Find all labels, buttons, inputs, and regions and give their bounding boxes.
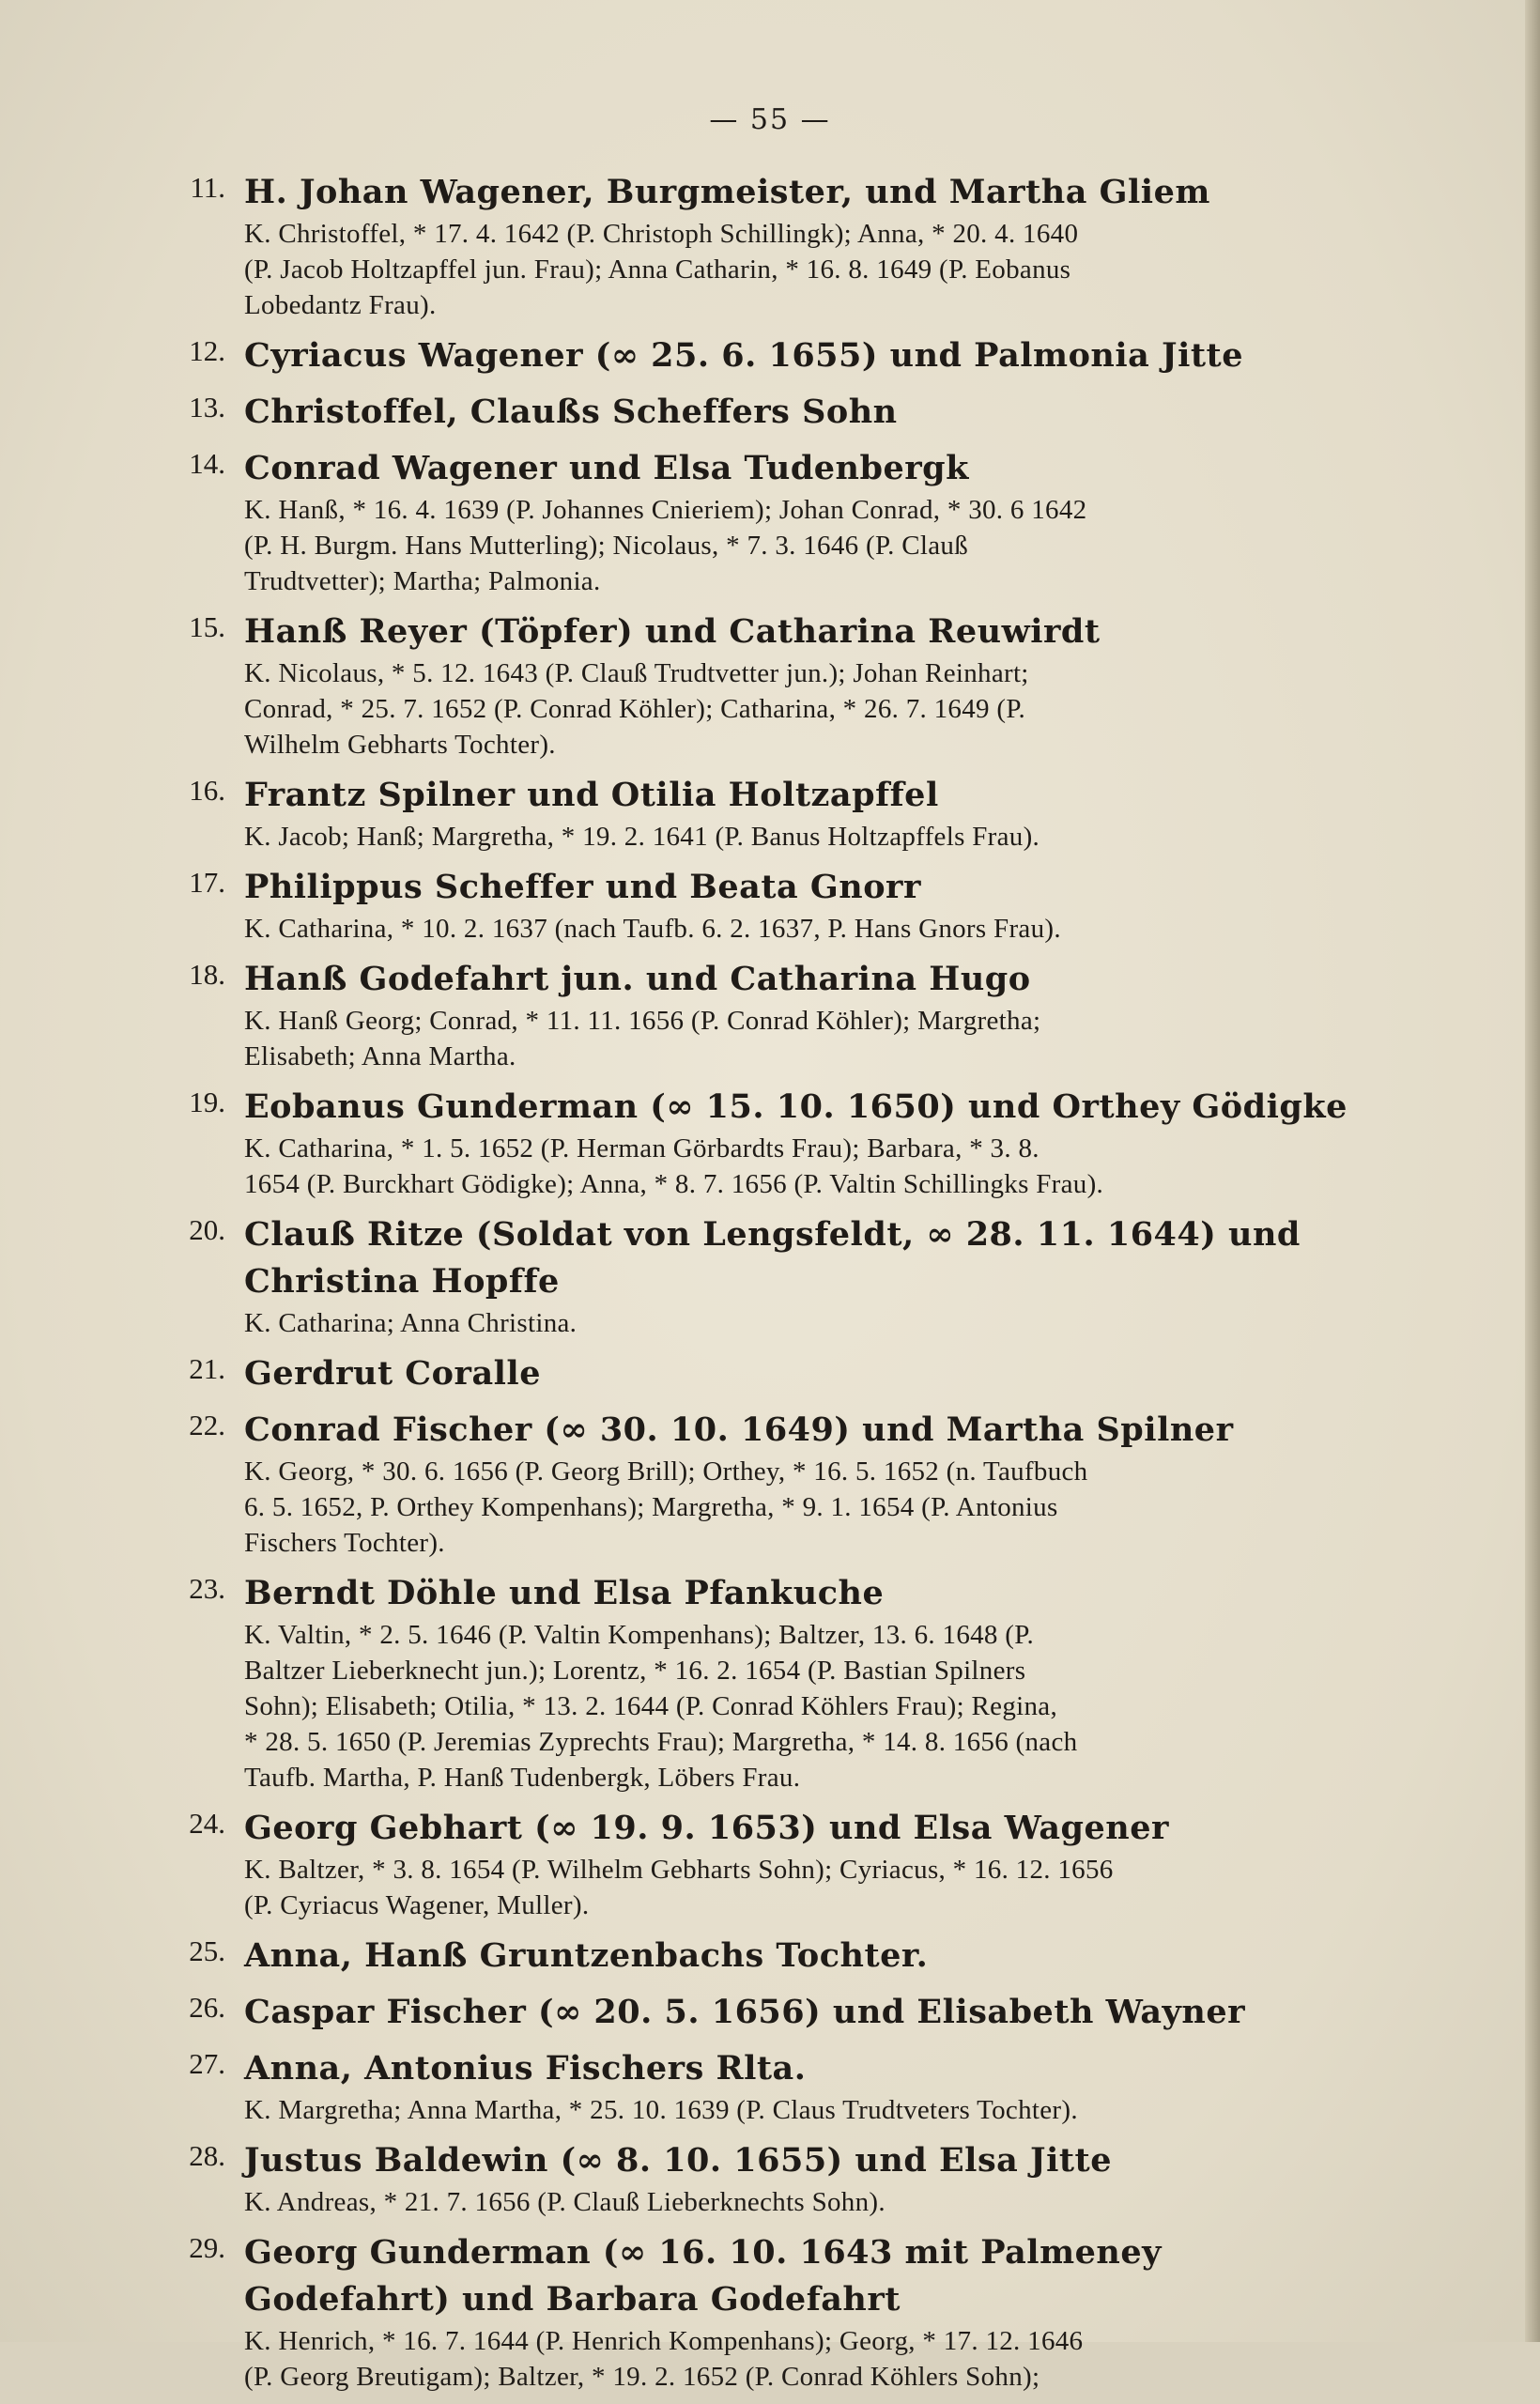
entry-title: Cyriacus Wagener (∞ 25. 6. 1655) und Palmonia Jitte [244, 336, 1243, 375]
entry-number: 20. [189, 1213, 225, 1246]
entry-detail-line: Elisabeth; Anna Martha. [244, 1041, 516, 1071]
entry-title: Christoffel, Claußs Scheffers Sohn [244, 393, 898, 431]
entry-title: Clauß Ritze (Soldat von Lengsfeldt, ∞ 28. 11. 1644) und Christina Hopffe [244, 1215, 1301, 1301]
entry-18 [150, 956, 1371, 1074]
entry-title: Frantz Spilner und Otilia Holtzapffel [244, 776, 939, 814]
entry-detail-line: 6. 5. 1652, P. Orthey Kompenhans); Margretha, * 9. 1. 1654 (P. Antonius [244, 1492, 1058, 1522]
entry-detail-line: (P. Cyriacus Wagener, Muller). [244, 1890, 590, 1920]
page-number: — 55 — [709, 103, 831, 136]
entry-title: Hanß Godefahrt jun. und Catharina Hugo [244, 960, 1031, 998]
entry-28 [150, 2137, 1371, 2220]
entry-number: 17. [189, 866, 225, 899]
entry-title: Berndt Döhle und Elsa Pfankuche [244, 1574, 885, 1612]
entry-16 [150, 772, 1371, 855]
entry-title: Eobanus Gunderman (∞ 15. 10. 1650) und Orthey Gödigke [244, 1087, 1348, 1126]
entry-20 [150, 1211, 1371, 1341]
entry-number: 12. [189, 334, 225, 367]
entry-number: 29. [189, 2231, 225, 2264]
entry-detail-line: K. Hanß Georg; Conrad, * 11. 11. 1656 (P. Conrad Köhler); Margretha; [244, 1006, 1041, 1036]
entry-detail-line: K. Valtin, * 2. 5. 1646 (P. Valtin Kompenhans); Baltzer, 13. 6. 1648 (P. [244, 1620, 1034, 1650]
entry-detail-line: K. Catharina, * 10. 2. 1637 (nach Taufb. 6. 2. 1637, P. Hans Gnors Frau). [244, 914, 1061, 944]
entry-detail-line: Conrad, * 25. 7. 1652 (P. Conrad Köhler); Catharina, * 26. 7. 1649 (P. [244, 694, 1026, 724]
entry-25 [150, 1933, 1371, 1980]
entry-23 [150, 1570, 1371, 1795]
entry-title: Gerdrut Coralle [244, 1354, 541, 1393]
entry-detail-line: Lobedantz Frau). [244, 290, 437, 320]
entry-number: 14. [189, 447, 225, 480]
entry-number: 15. [189, 610, 225, 643]
entry-number: 27. [189, 2047, 225, 2080]
entry-detail-line: K. Baltzer, * 3. 8. 1654 (P. Wilhelm Gebharts Sohn); Cyriacus, * 16. 12. 1656 [244, 1855, 1114, 1885]
entry-detail-line: K. Jacob; Hanß; Margretha, * 19. 2. 1641 (P. Banus Holtzapffels Frau). [244, 822, 1040, 852]
entry-detail-line: K. Christoffel, * 17. 4. 1642 (P. Christoph Schillingk); Anna, * 20. 4. 1640 [244, 219, 1079, 249]
entry-title: Philippus Scheffer und Beata Gnorr [244, 868, 921, 906]
entry-detail-line: K. Georg, * 30. 6. 1656 (P. Georg Brill); Orthey, * 16. 5. 1652 (n. Taufbuch [244, 1456, 1088, 1487]
entry-27 [150, 2045, 1371, 2128]
entry-19 [150, 1084, 1371, 1202]
entry-detail-line: Fischers Tochter). [244, 1528, 445, 1558]
entry-number: 18. [189, 958, 225, 991]
entry-detail-line: * 28. 5. 1650 (P. Jeremias Zyprechts Frau); Margretha, * 14. 8. 1656 (nach [244, 1727, 1078, 1757]
entry-number: 24. [189, 1807, 225, 1840]
entry-detail-line: Wilhelm Gebharts Tochter). [244, 730, 556, 760]
entry-15 [150, 609, 1371, 763]
entry-title: Caspar Fischer (∞ 20. 5. 1656) und Elisabeth Wayner [244, 1993, 1246, 2031]
entry-17 [150, 864, 1371, 947]
entry-title: Anna, Hanß Gruntzenbachs Tochter. [244, 1936, 929, 1975]
page-edge [1525, 0, 1540, 2342]
entry-number: 21. [189, 1352, 225, 1385]
entry-title: Georg Gebhart (∞ 19. 9. 1653) und Elsa Wagener [244, 1809, 1169, 1847]
entry-detail-line: K. Henrich, * 16. 7. 1644 (P. Henrich Kompenhans); Georg, * 17. 12. 1646 [244, 2326, 1084, 2356]
entry-detail-line: K. Hanß, * 16. 4. 1639 (P. Johannes Cnieriem); Johan Conrad, * 30. 6 1642 [244, 495, 1087, 525]
entry-detail-line: (P. Jacob Holtzapffel jun. Frau); Anna Catharin, * 16. 8. 1649 (P. Eobanus [244, 254, 1071, 285]
entry-number: 11. [190, 171, 225, 204]
entry-number: 25. [189, 1934, 225, 1967]
entry-26 [150, 1989, 1371, 2036]
entry-title: H. Johan Wagener, Burgmeister, und Martha Gliem [244, 173, 1210, 211]
entry-22 [150, 1407, 1371, 1561]
entry-detail-line: Trudtvetter); Martha; Palmonia. [244, 566, 601, 596]
entry-11 [150, 169, 1371, 323]
entry-detail-line: K. Nicolaus, * 5. 12. 1643 (P. Clauß Trudtvetter jun.); Johan Reinhart; [244, 658, 1029, 688]
entry-number: 19. [189, 1086, 225, 1118]
entry-detail-line: K. Margretha; Anna Martha, * 25. 10. 1639 (P. Claus Trudtveters Tochter). [244, 2095, 1078, 2125]
entry-29 [150, 2229, 1371, 2395]
entry-number: 23. [189, 1572, 225, 1605]
entry-number: 13. [189, 391, 225, 424]
entry-detail-line: Baltzer Lieberknecht jun.); Lorentz, * 16. 2. 1654 (P. Bastian Spilners [244, 1656, 1026, 1686]
entry-detail-line: K. Catharina; Anna Christina. [244, 1308, 578, 1338]
entry-21 [150, 1350, 1371, 1397]
entry-12 [150, 332, 1371, 379]
entry-list [150, 169, 1371, 2404]
entry-detail-line: Taufb. Martha, P. Hanß Tudenbergk, Löbers Frau. [244, 1763, 801, 1793]
entry-24 [150, 1805, 1371, 1923]
entry-title: Hanß Reyer (Töpfer) und Catharina Reuwirdt [244, 612, 1101, 651]
entry-title: Anna, Antonius Fischers Rlta. [244, 2049, 807, 2088]
entry-14 [150, 445, 1371, 599]
entry-detail-line: K. Catharina, * 1. 5. 1652 (P. Herman Görbardts Frau); Barbara, * 3. 8. [244, 1133, 1040, 1163]
entry-title: Conrad Fischer (∞ 30. 10. 1649) und Martha Spilner [244, 1410, 1234, 1449]
entry-13 [150, 389, 1371, 436]
entry-title: Conrad Wagener und Elsa Tudenbergk [244, 449, 969, 487]
entry-number: 28. [189, 2139, 225, 2172]
entry-detail-line: 1654 (P. Burckhart Gödigke); Anna, * 8. 7. 1656 (P. Valtin Schillingks Frau). [244, 1169, 1104, 1199]
entry-title: Georg Gunderman (∞ 16. 10. 1643 mit Palmeney Godefahrt) und Barbara Godefahrt [244, 2233, 1162, 2319]
entry-title: Justus Baldewin (∞ 8. 10. 1655) und Elsa Jitte [244, 2141, 1112, 2180]
entry-detail-line: (P. H. Burgm. Hans Mutterling); Nicolaus, * 7. 3. 1646 (P. Clauß [244, 531, 969, 561]
entry-detail-line: (P. Georg Breutigam); Baltzer, * 19. 2. 1652 (P. Conrad Köhlers Sohn); [244, 2362, 1040, 2392]
entry-number: 26. [189, 1991, 225, 2024]
entry-number: 22. [189, 1409, 225, 1441]
entry-detail-line: K. Andreas, * 21. 7. 1656 (P. Clauß Lieberknechts Sohn). [244, 2187, 886, 2217]
entry-number: 16. [189, 774, 225, 807]
entry-detail-line: Sohn); Elisabeth; Otilia, * 13. 2. 1644 (P. Conrad Köhlers Frau); Regina, [244, 1691, 1058, 1721]
